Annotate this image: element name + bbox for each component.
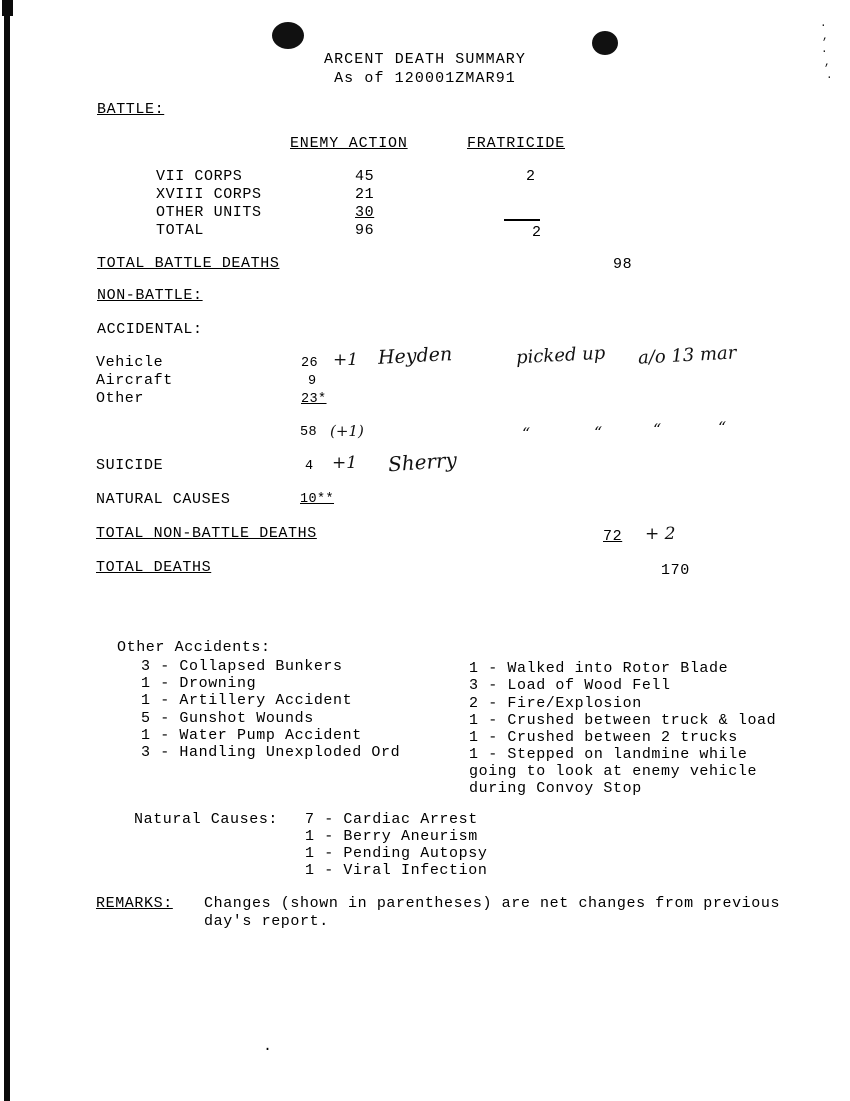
scan-speckles: . , . , . [820, 18, 833, 82]
battle-row-enemy-action: 96 [355, 222, 375, 239]
battle-row-label: TOTAL [156, 222, 205, 239]
natural-causes-detail-item: 1 - Viral Infection [305, 862, 488, 879]
other-accidents-right-item: 1 - Walked into Rotor Blade [469, 660, 729, 677]
total-non-battle-value: 72 [603, 528, 623, 545]
battle-row-fratricide: 2 [526, 168, 536, 185]
suicide-label: SUICIDE [96, 457, 164, 474]
natural-causes-detail-item: 7 - Cardiac Arrest [305, 811, 478, 828]
accidental-row-value: 9 [308, 374, 317, 389]
other-accidents-right-item: going to look at enemy vehicle [469, 763, 758, 780]
accidental-subtotal-change-annotation: (+1) [330, 422, 364, 440]
total-non-battle-label: TOTAL NON-BATTLE DEATHS [96, 525, 317, 542]
other-accidents-left-item: 3 - Collapsed Bunkers [141, 658, 343, 675]
other-accidents-right-item: 2 - Fire/Explosion [469, 695, 642, 712]
natural-causes-label: NATURAL CAUSES [96, 491, 231, 508]
battle-heading: BATTLE: [97, 101, 165, 118]
document-title-line-2: As of 120001ZMAR91 [334, 70, 516, 87]
battle-row-label: XVIII CORPS [156, 186, 262, 203]
other-accidents-left-item: 3 - Handling Unexploded Ord [141, 744, 401, 761]
ditto-mark-4-annotation: “ [718, 418, 727, 437]
non-battle-change-annotation: + 2 [645, 524, 676, 544]
accidental-row-value: 26 [301, 356, 319, 371]
ink-blob-left [272, 22, 304, 49]
total-battle-deaths-value: 98 [613, 256, 633, 273]
total-deaths-value: 170 [661, 562, 690, 579]
total-deaths-label: TOTAL DEATHS [96, 559, 212, 576]
other-accidents-left-item: 1 - Water Pump Accident [141, 727, 362, 744]
vehicle-note-picked-up-annotation: picked up [515, 342, 606, 369]
battle-row-enemy-action: 45 [355, 168, 375, 185]
vehicle-name-annotation: Heyden [377, 343, 453, 369]
fratricide-subtotal-rule [504, 219, 540, 221]
other-accidents-left-item: 5 - Gunshot Wounds [141, 710, 314, 727]
natural-causes-detail-heading: Natural Causes: [134, 811, 279, 828]
accidental-row-label: Other [96, 390, 145, 407]
other-accidents-right-item: 3 - Load of Wood Fell [469, 677, 671, 694]
accidental-row-label: Vehicle [96, 354, 164, 371]
battle-row-enemy-action: 21 [355, 186, 375, 203]
non-battle-heading: NON-BATTLE: [97, 287, 203, 304]
other-accidents-right-item: 1 - Crushed between truck & load [469, 712, 777, 729]
column-header-fratricide: FRATRICIDE [467, 135, 566, 152]
page-speck: . [263, 1038, 273, 1055]
document-title [0, 50, 850, 88]
accidental-subtotal-value: 58 [300, 425, 318, 440]
column-header-enemy-action: ENEMY ACTION [290, 135, 408, 152]
vehicle-change-annotation: +1 [333, 350, 359, 370]
ditto-mark-1-annotation: “ [522, 424, 531, 443]
other-accidents-right-item: 1 - Stepped on landmine while [469, 746, 748, 763]
remarks-line-1: Changes (shown in parentheses) are net changes from previous [204, 895, 781, 912]
ditto-mark-3-annotation: “ [653, 420, 662, 439]
other-accidents-right-item: during Convoy Stop [469, 780, 642, 797]
total-battle-deaths-label: TOTAL BATTLE DEATHS [97, 255, 280, 272]
natural-causes-detail-item: 1 - Pending Autopsy [305, 845, 488, 862]
remarks-line-2: day's report. [204, 913, 329, 930]
remarks-label: REMARKS: [96, 895, 173, 912]
battle-row-enemy-action: 30 [355, 204, 375, 221]
other-accidents-heading: Other Accidents: [117, 639, 271, 656]
battle-row-label: VII CORPS [156, 168, 243, 185]
other-accidents-right-item: 1 - Crushed between 2 trucks [469, 729, 738, 746]
other-accidents-left-item: 1 - Drowning [141, 675, 257, 692]
ditto-mark-2-annotation: “ [594, 423, 603, 442]
natural-causes-value: 10** [300, 492, 335, 507]
accidental-row-value: 23* [301, 392, 327, 407]
suicide-value: 4 [305, 459, 314, 474]
battle-row-fratricide: 2 [532, 224, 542, 241]
accidental-row-label: Aircraft [96, 372, 173, 389]
suicide-change-annotation: +1 [332, 453, 358, 473]
other-accidents-left-item: 1 - Artillery Accident [141, 692, 353, 709]
accidental-heading: ACCIDENTAL: [97, 321, 203, 338]
battle-row-label: OTHER UNITS [156, 204, 262, 221]
vehicle-note-date-annotation: a/o 13 mar [637, 342, 737, 369]
suicide-name-annotation: Sherry [387, 447, 458, 477]
document-title-line-1: ARCENT DEATH SUMMARY [323, 51, 527, 68]
natural-causes-detail-item: 1 - Berry Aneurism [305, 828, 478, 845]
